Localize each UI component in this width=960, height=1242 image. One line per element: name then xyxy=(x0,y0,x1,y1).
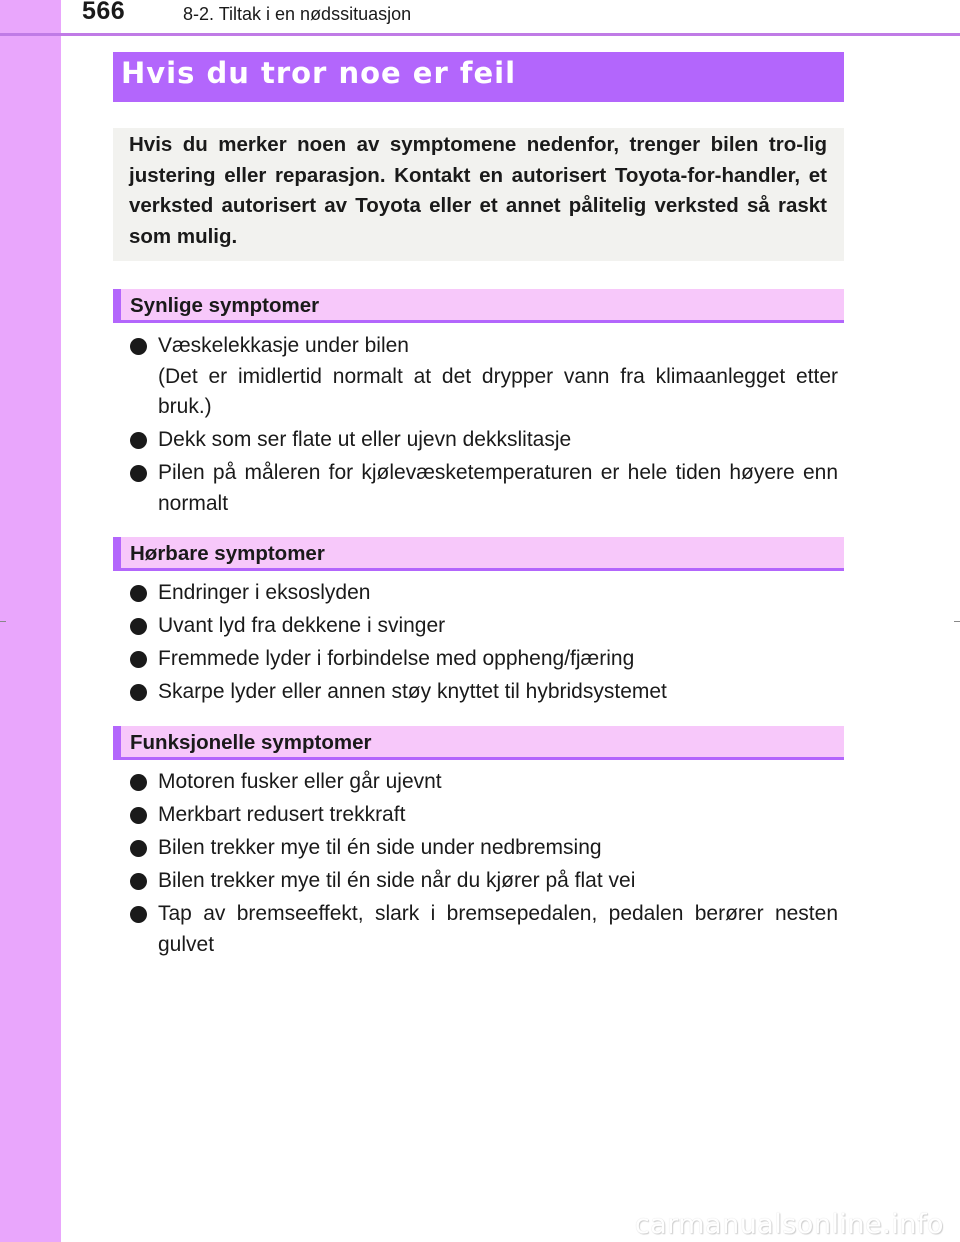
bullet-icon xyxy=(130,432,147,449)
title-bar xyxy=(113,52,844,102)
bullet-icon xyxy=(130,873,147,890)
header-rule xyxy=(0,33,960,36)
list-item xyxy=(130,677,838,708)
section-title: Hørbare symptomer xyxy=(130,542,325,565)
list-item xyxy=(130,644,838,675)
bullet-icon xyxy=(130,807,147,824)
bullet-icon xyxy=(130,774,147,791)
side-tab-strip xyxy=(0,0,61,1242)
list-item xyxy=(130,767,838,798)
list-item xyxy=(130,578,838,609)
audible-symptoms-list xyxy=(130,578,838,710)
list-item xyxy=(130,458,838,519)
list-item xyxy=(130,331,838,423)
bullet-icon xyxy=(130,684,147,701)
visible-symptoms-list xyxy=(130,331,838,522)
crop-mark-left xyxy=(0,621,6,622)
bullet-icon xyxy=(130,906,147,923)
functional-symptoms-list xyxy=(130,767,838,963)
chapter-heading: 8-2. Tiltak i en nødssituasjon xyxy=(183,4,412,24)
list-item-text: Merkbart redusert trekkraft xyxy=(158,803,406,826)
bullet-icon xyxy=(130,651,147,668)
list-item xyxy=(130,866,838,897)
list-item-text: Væskelekkasje under bilen xyxy=(158,334,409,357)
list-item-text: Dekk som ser flate ut eller ujevn dekkslitasje xyxy=(158,428,572,451)
list-item xyxy=(130,833,838,864)
section-heading-functional xyxy=(113,726,844,760)
list-item xyxy=(130,899,838,960)
list-item-text: Pilen på måleren for kjølevæsketemperaturen er hele tiden høyere enn normalt xyxy=(158,461,838,515)
list-item-text: Tap av bremseeffekt, slark i bremsepedalen, pedalen berører nesten gulvet xyxy=(158,902,838,956)
crop-mark-right xyxy=(954,621,960,622)
bullet-icon xyxy=(130,840,147,857)
intro-text: Hvis du merker noen av symptomene nedenfor, trenger bilen tro-lig justering eller reparasjon. Kontakt en autorisert Toyota-for-handler, et verksted autorisert av Toyota eller et annet pålitelig verksted så raskt som mulig. xyxy=(129,133,827,248)
section-heading-audible xyxy=(113,537,844,571)
list-item-text: Fremmede lyder i forbindelse med oppheng/fjæring xyxy=(158,647,635,670)
section-heading-visible xyxy=(113,289,844,323)
bullet-icon xyxy=(130,465,147,482)
list-item-text: Bilen trekker mye til én side når du kjører på flat vei xyxy=(158,869,636,892)
intro-box xyxy=(113,128,844,261)
watermark: carmanualsonline.info xyxy=(634,1209,944,1240)
bullet-icon xyxy=(130,618,147,635)
page-number: 566 xyxy=(82,0,126,25)
list-item xyxy=(130,800,838,831)
list-item-text: Skarpe lyder eller annen støy knyttet til hybridsystemet xyxy=(158,680,667,703)
list-item xyxy=(130,425,838,456)
list-item-text: Motoren fusker eller går ujevnt xyxy=(158,770,442,793)
bullet-icon xyxy=(130,585,147,602)
list-item-text: Endringer i eksoslyden xyxy=(158,581,371,604)
list-item-text: Bilen trekker mye til én side under nedbremsing xyxy=(158,836,602,859)
list-item-note: (Det er imidlertid normalt at det drypper vann fra klimaanlegget etter bruk.) xyxy=(158,364,838,418)
section-title: Synlige symptomer xyxy=(130,294,320,317)
list-item xyxy=(130,611,838,642)
section-title: Funksjonelle symptomer xyxy=(130,731,372,754)
bullet-icon xyxy=(130,338,147,355)
list-item-text: Uvant lyd fra dekkene i svinger xyxy=(158,614,446,637)
page-title: Hvis du tror noe er feil xyxy=(121,56,517,90)
